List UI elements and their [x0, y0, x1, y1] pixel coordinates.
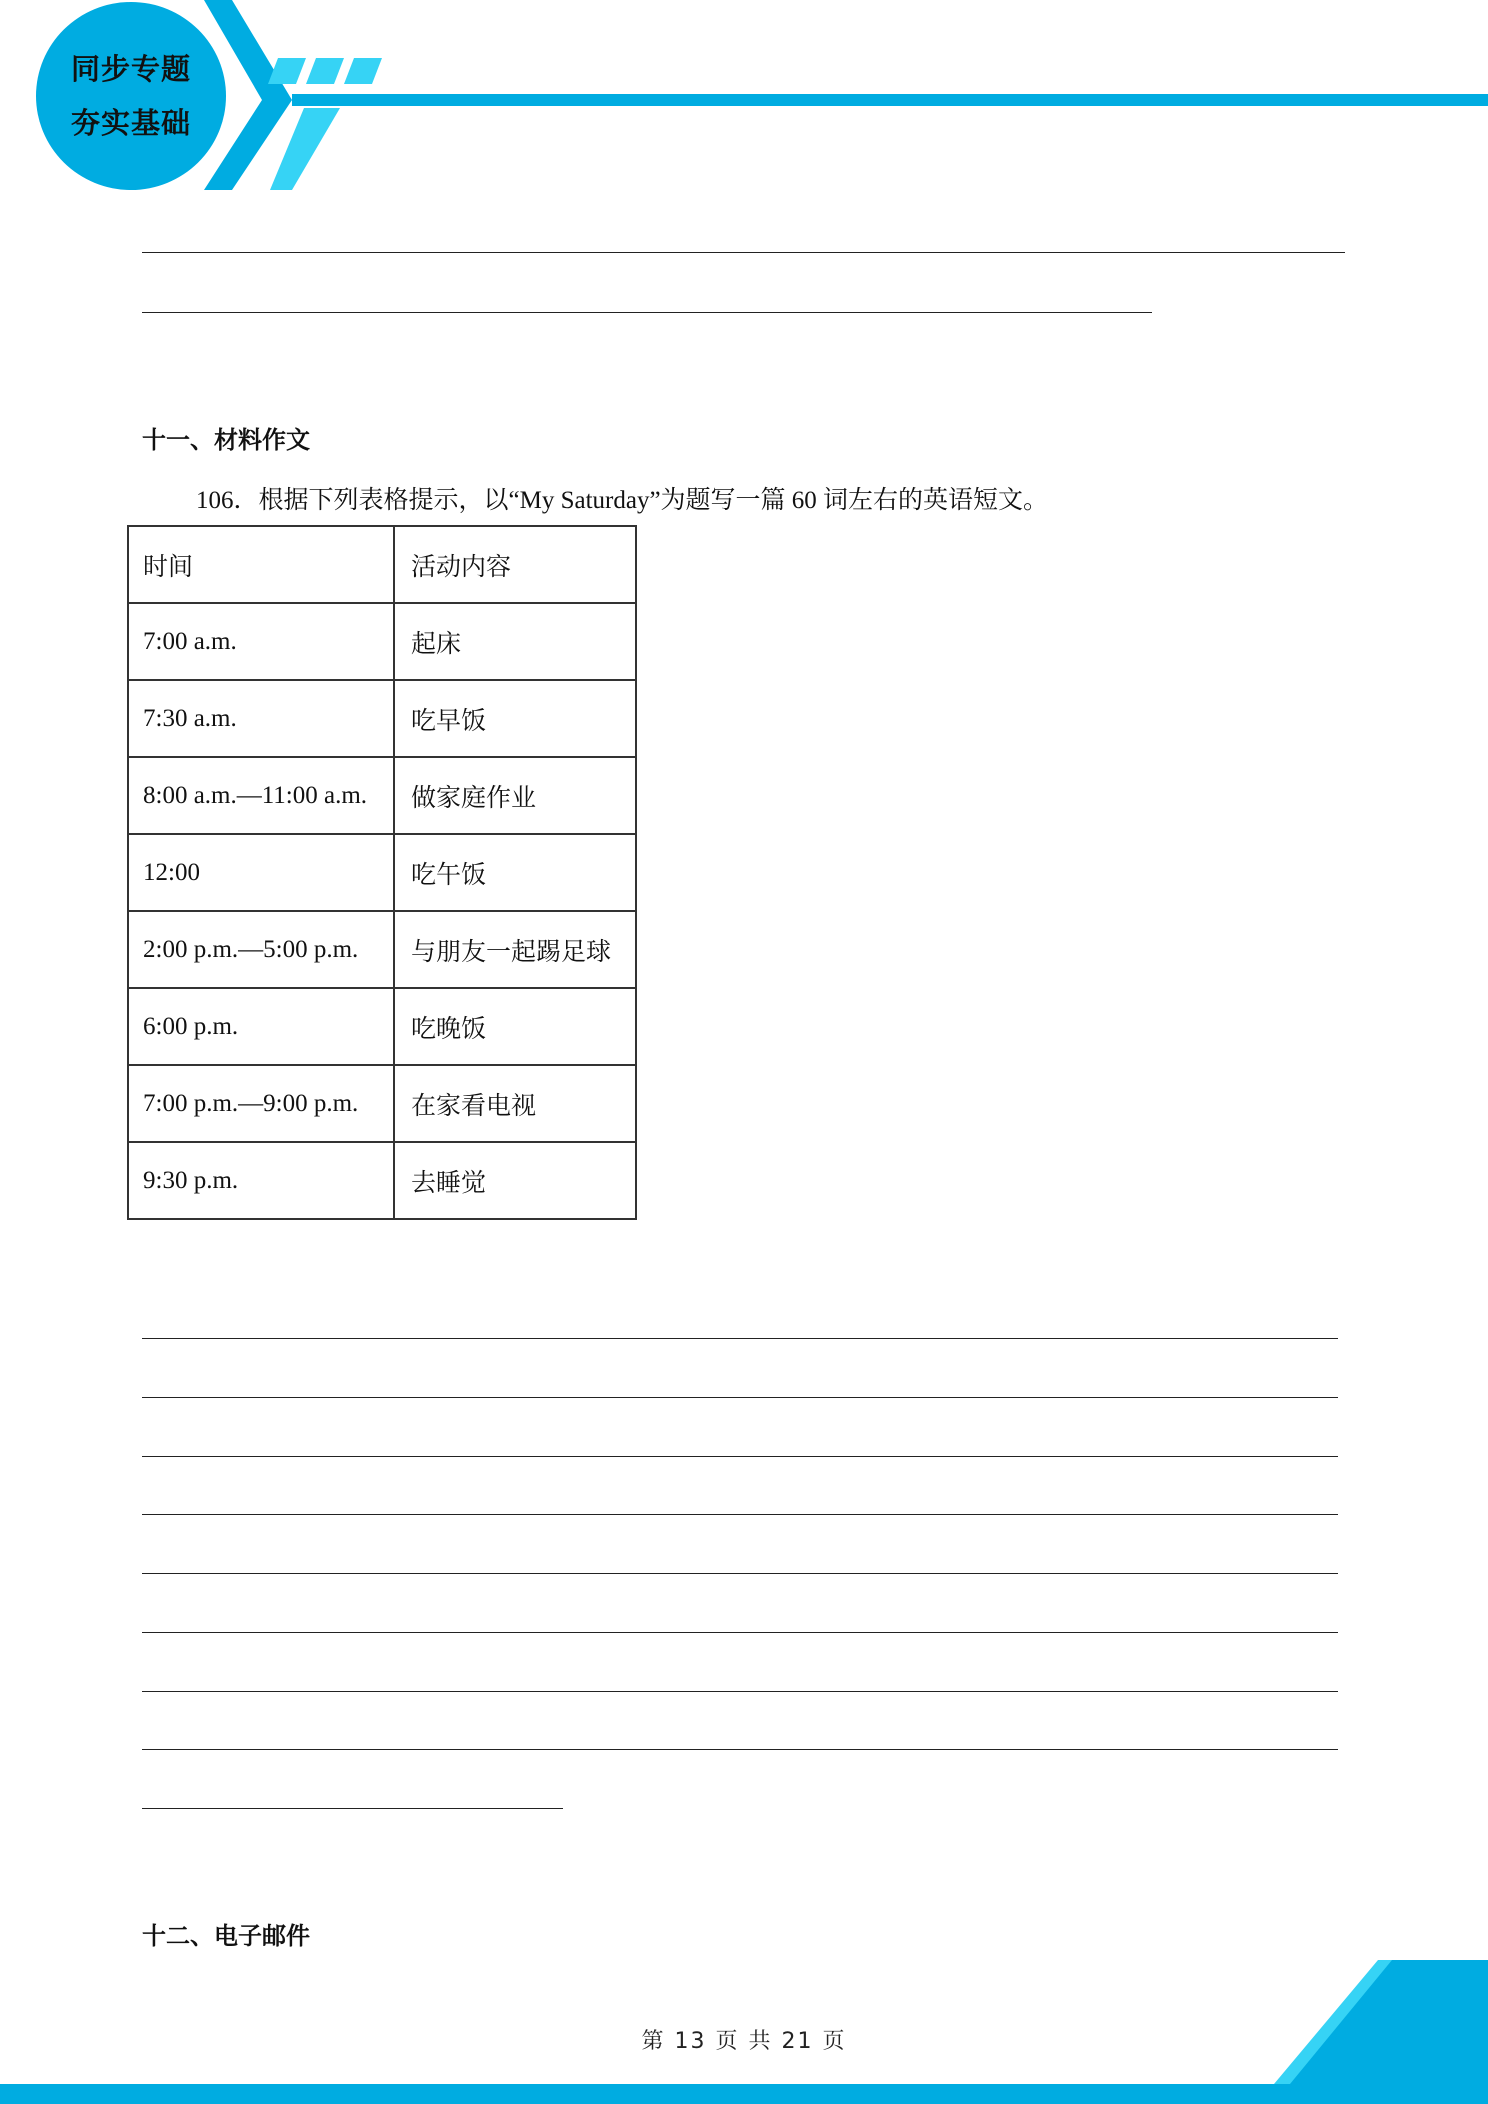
table-header-row [128, 526, 636, 603]
table-row [128, 1142, 636, 1219]
header-dash-3 [344, 58, 382, 84]
footer-decoration [0, 1950, 1488, 2104]
header-dash-2 [306, 58, 344, 84]
table-row [128, 834, 636, 911]
header-light-stripe [270, 108, 340, 190]
cell-activity: 吃早饭 [394, 680, 636, 757]
section-12-heading: 十二、电子邮件 [142, 1922, 310, 1950]
cell-time: 9:30 p.m. [128, 1142, 394, 1219]
table-row [128, 680, 636, 757]
cell-time: 12:00 [128, 834, 394, 911]
footer-corner-block [1290, 1960, 1488, 2084]
table-row [128, 1065, 636, 1142]
table-row [128, 911, 636, 988]
question-106-prompt: 106．根据下列表格提示，以“My Saturday”为题写一篇 60 词左右的英语短文。 [196, 487, 1049, 514]
cell-activity: 起床 [394, 603, 636, 680]
table-header-activity: 活动内容 [394, 526, 636, 603]
writing-line [142, 1632, 1338, 1633]
badge-line-2: 夯实基础 [70, 106, 191, 140]
page-number: 第 13 页 共 21 页 [641, 2029, 847, 2054]
answer-line [142, 312, 1152, 313]
cell-activity: 去睡觉 [394, 1142, 636, 1219]
writing-line [142, 1338, 1338, 1339]
header-dash-1 [268, 58, 306, 84]
cell-time: 7:30 a.m. [128, 680, 394, 757]
cell-time: 6:00 p.m. [128, 988, 394, 1065]
table-row [128, 988, 636, 1065]
table-header-time: 时间 [128, 526, 394, 603]
cell-time: 7:00 p.m.—9:00 p.m. [128, 1065, 394, 1142]
cell-activity: 与朋友一起踢足球 [394, 911, 636, 988]
header-badge [36, 2, 226, 190]
writing-line [142, 1808, 563, 1809]
writing-line [142, 1749, 1338, 1750]
badge-line-1: 同步专题 [70, 52, 191, 86]
cell-activity: 吃午饭 [394, 834, 636, 911]
writing-line [142, 1573, 1338, 1574]
footer-band [0, 2084, 1488, 2104]
cell-activity: 在家看电视 [394, 1065, 636, 1142]
cell-time: 2:00 p.m.—5:00 p.m. [128, 911, 394, 988]
table-row [128, 603, 636, 680]
cell-activity: 做家庭作业 [394, 757, 636, 834]
section-11-heading: 十一、材料作文 [142, 426, 310, 454]
writing-line [142, 1691, 1338, 1692]
answer-line [142, 252, 1345, 253]
table-row [128, 757, 636, 834]
writing-line [142, 1514, 1338, 1515]
writing-line [142, 1456, 1338, 1457]
writing-line [142, 1397, 1338, 1398]
cell-time: 8:00 a.m.—11:00 a.m. [128, 757, 394, 834]
cell-activity: 吃晚饭 [394, 988, 636, 1065]
header-band [292, 94, 1488, 106]
schedule-table [127, 525, 637, 1220]
cell-time: 7:00 a.m. [128, 603, 394, 680]
